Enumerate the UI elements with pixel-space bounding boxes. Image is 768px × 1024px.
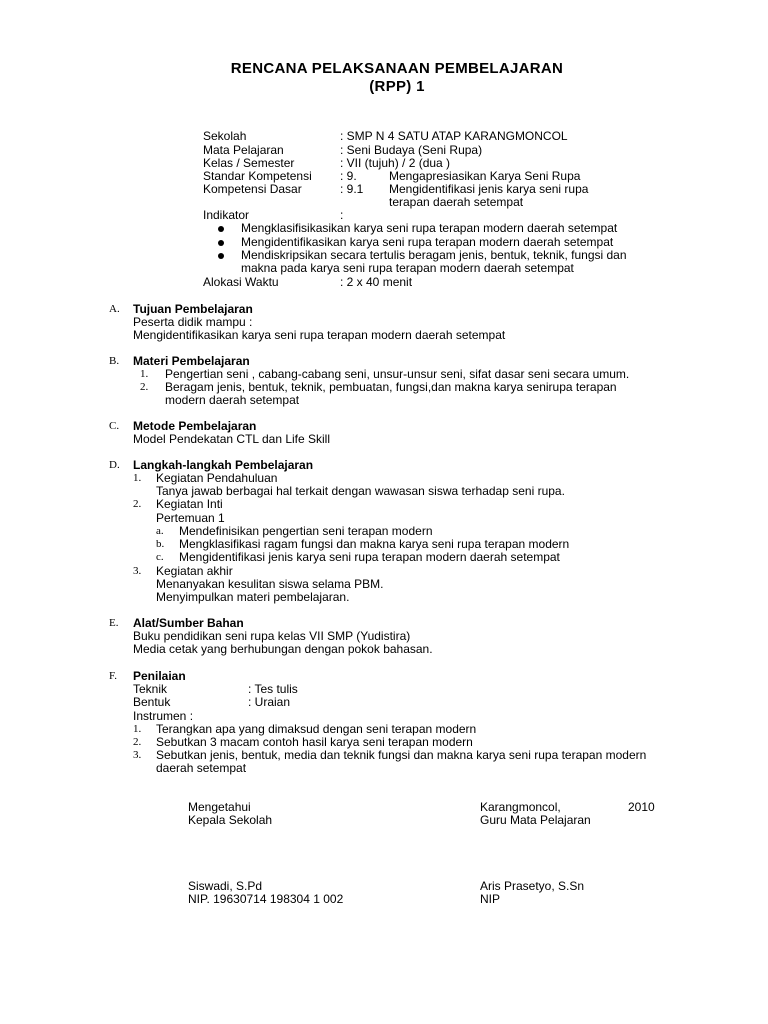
sk-label: Standar Kompetensi — [203, 169, 312, 183]
signature-left-line2: Kepala Sekolah — [188, 813, 273, 827]
list-number: 2. — [133, 736, 142, 748]
signature-left-line1: Mengetahui — [188, 800, 251, 814]
indikator-item: Mengidentifikasikan karya seni rupa terapan modern daerah setempat — [241, 235, 614, 249]
sub-letter: a. — [156, 525, 164, 537]
step-title: Kegiatan akhir — [156, 564, 233, 578]
document-title: RENCANA PELAKSANAAN PEMBELAJARAN — [230, 60, 564, 77]
step-text: Tanya jawab berbagai hal terkait dengan wawasan siswa terhadap seni rupa. — [156, 484, 565, 498]
section-text: Peserta didik mampu : — [133, 315, 253, 329]
list-number: 1. — [133, 472, 142, 484]
section-text: Media cetak yang berhubungan dengan pokok bahasan. — [133, 642, 433, 656]
sub-item: Mendefinisikan pengertian seni terapan modern — [179, 524, 433, 538]
section-letter: B. — [109, 355, 120, 367]
instrumen-label: Instrumen : — [133, 709, 194, 723]
section-letter: D. — [109, 459, 120, 471]
kelas-value: : VII (tujuh) / 2 (dua ) — [340, 156, 451, 170]
sub-letter: c. — [156, 551, 164, 563]
bullet-icon — [218, 226, 224, 232]
list-number: 3. — [133, 749, 142, 761]
list-number: 1. — [133, 723, 142, 735]
question-item: Terangkan apa yang dimaksud dengan seni terapan modern — [156, 722, 477, 736]
signature-right-line2: Guru Mata Pelajaran — [480, 813, 591, 827]
question-item-continued: daerah setempat — [156, 761, 247, 775]
section-heading: Penilaian — [133, 669, 186, 683]
signature-right-year: 2010 — [628, 800, 655, 814]
indikator-item: Mengklasifisikasikan karya seni rupa terapan modern daerah setempat — [241, 221, 618, 235]
question-item: Sebutkan 3 macam contoh hasil karya seni terapan modern — [156, 735, 473, 749]
signature-right-name: Aris Prasetyo, S.Sn — [480, 879, 585, 893]
section-text: Mengidentifikasikan karya seni rupa terapan modern daerah setempat — [133, 328, 506, 342]
list-item-continued: modern daerah setempat — [165, 393, 300, 407]
bentuk-label: Bentuk — [133, 695, 171, 709]
step-title: Kegiatan Inti — [156, 497, 223, 511]
section-heading: Metode Pembelajaran — [133, 419, 257, 433]
bullet-icon — [218, 253, 224, 259]
question-item: Sebutkan jenis, bentuk, media dan teknik fungsi dan makna karya seni rupa terapan modern — [156, 748, 647, 762]
kelas-label: Kelas / Semester — [203, 156, 295, 170]
indikator-item: Mendiskripsikan secara tertulis beragam jenis, bentuk, teknik, fungsi dan — [241, 248, 627, 262]
bullet-icon — [218, 240, 224, 246]
section-text: Buku pendidikan seni rupa kelas VII SMP (Yudistira) — [133, 629, 411, 643]
section-letter: A. — [109, 303, 120, 315]
teknik-value: : Tes tulis — [248, 682, 298, 696]
indikator-colon: : — [340, 208, 344, 222]
list-item: Beragam jenis, bentuk, teknik, pembuatan, fungsi,dan makna karya senirupa terapan — [165, 380, 617, 394]
bentuk-value: : Uraian — [248, 695, 291, 709]
section-letter: E. — [109, 617, 119, 629]
step-text: Menyimpulkan materi pembelajaran. — [156, 590, 350, 604]
sub-letter: b. — [156, 538, 165, 550]
list-number: 2. — [140, 381, 149, 393]
signature-left-nip: NIP. 19630714 198304 1 002 — [188, 892, 344, 906]
sub-item: Mengklasifikasi ragam fungsi dan makna karya seni rupa terapan modern — [179, 537, 570, 551]
sk-text: Mengapresiasikan Karya Seni Rupa — [389, 169, 581, 183]
section-letter: F. — [109, 670, 117, 682]
teknik-label: Teknik — [133, 682, 168, 696]
section-heading: Tujuan Pembelajaran — [133, 302, 253, 316]
signature-right-place: Karangmoncol, — [480, 800, 561, 814]
document-subtitle: (RPP) 1 — [369, 78, 425, 95]
sub-item: Mengidentifikasi jenis karya seni rupa terapan modern daerah setempat — [179, 550, 560, 564]
list-number: 1. — [140, 368, 149, 380]
sekolah-label: Sekolah — [203, 129, 247, 143]
section-heading: Materi Pembelajaran — [133, 354, 250, 368]
indikator-label: Indikator — [203, 208, 250, 222]
signature-left-name: Siswadi, S.Pd — [188, 879, 263, 893]
kd-text-2: terapan daerah setempat — [389, 195, 524, 209]
signature-right-nip: NIP — [480, 892, 501, 906]
section-text: Model Pendekatan CTL dan Life Skill — [133, 432, 331, 446]
alokasi-label: Alokasi Waktu — [203, 275, 279, 289]
list-item: Pengertian seni , cabang-cabang seni, unsur-unsur seni, sifat dasar seni secara umum. — [165, 367, 630, 381]
kd-number: : 9.1 — [340, 182, 364, 196]
indikator-item-continued: makna pada karya seni rupa terapan modern daerah setempat — [241, 261, 574, 275]
step-title: Kegiatan Pendahuluan — [156, 471, 278, 485]
sekolah-value: : SMP N 4 SATU ATAP KARANGMONCOL — [340, 129, 568, 143]
sk-number: : 9. — [340, 169, 357, 183]
mapel-label: Mata Pelajaran — [203, 143, 284, 157]
mapel-value: : Seni Budaya (Seni Rupa) — [340, 143, 483, 157]
step-text: Menanyakan kesulitan siswa selama PBM. — [156, 577, 384, 591]
section-heading: Alat/Sumber Bahan — [133, 616, 244, 630]
kd-label: Kompetensi Dasar — [203, 182, 302, 196]
alokasi-value: : 2 x 40 menit — [340, 275, 413, 289]
step-text: Pertemuan 1 — [156, 511, 225, 525]
kd-text-1: Mengidentifikasi jenis karya seni rupa — [389, 182, 589, 196]
list-number: 3. — [133, 565, 142, 577]
section-heading: Langkah-langkah Pembelajaran — [133, 458, 314, 472]
section-letter: C. — [109, 420, 120, 432]
list-number: 2. — [133, 498, 142, 510]
